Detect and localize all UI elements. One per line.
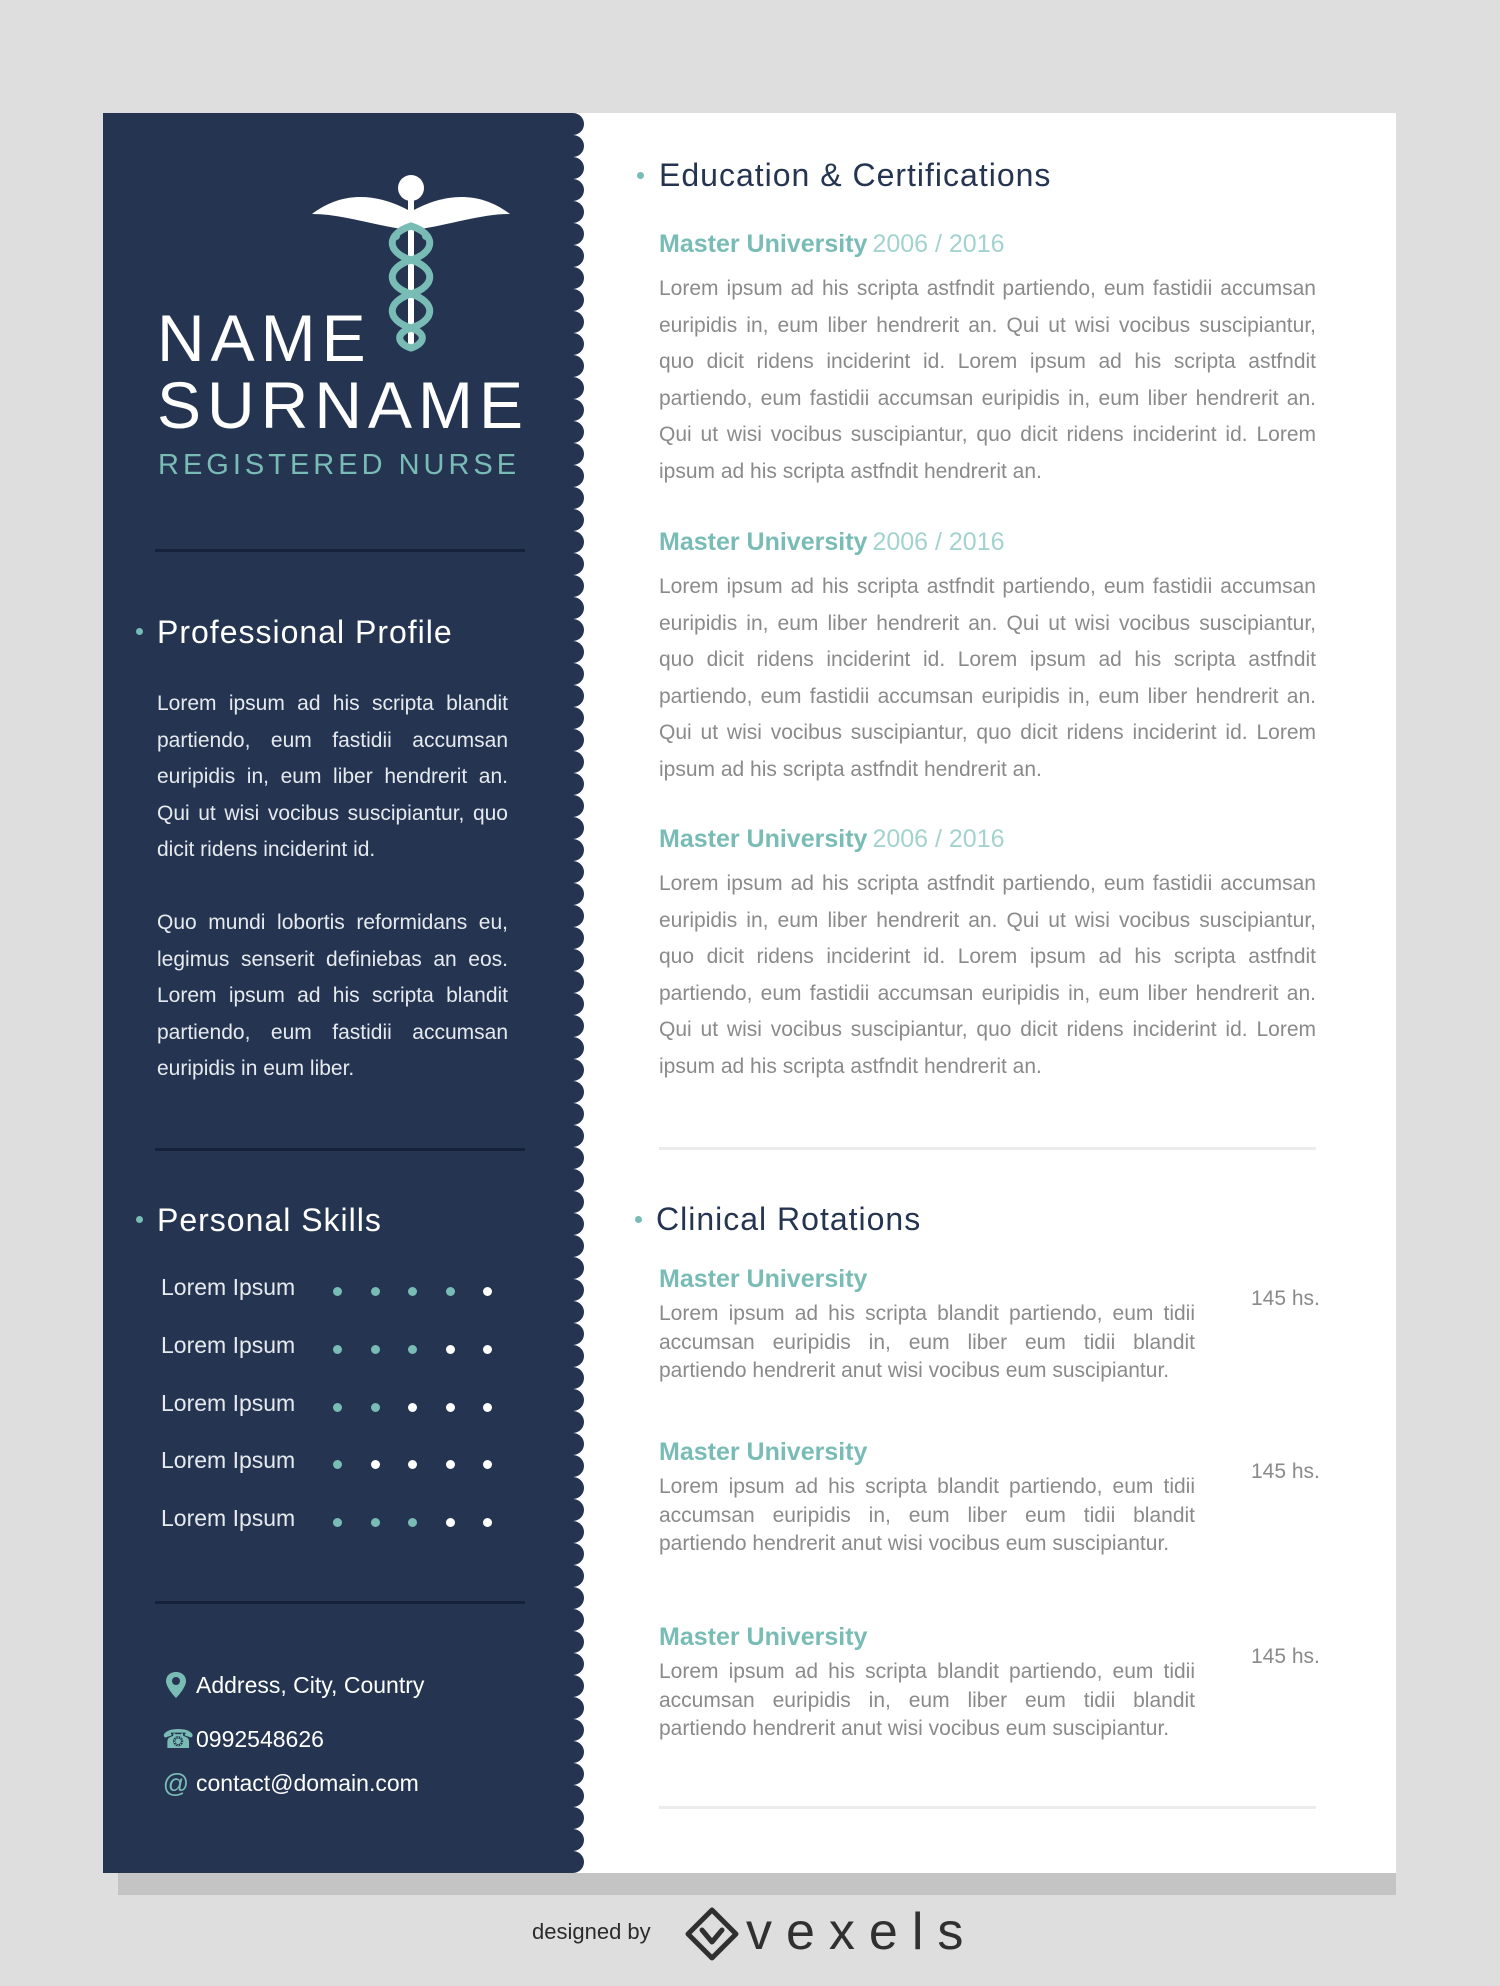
- scalloped-edge: [567, 113, 587, 1873]
- rotation-school: Master University: [659, 1438, 868, 1466]
- role-title: REGISTERED NURSE: [158, 449, 521, 481]
- bullet-dot: [635, 1216, 642, 1223]
- section-divider: [659, 1806, 1316, 1809]
- sidebar-divider: [155, 1601, 525, 1604]
- profile-paragraph: Quo mundi lobortis reformidans eu, legimus senserit definiebas an eos. Lorem ipsum ad his scripta blandit partiendo, eum fastidii accumsan euripidis in eum liber.: [157, 911, 508, 1081]
- rotation-hours: 145 hs.: [1251, 1287, 1320, 1310]
- school-years: 2006 / 2016: [872, 230, 1005, 258]
- rotation-entry: [659, 1265, 1339, 1385]
- rotation-description: Lorem ipsum ad his scripta blandit partiendo, eum tidii accumsan euripidis in, eum liber eum tidii blandit partiendo hendrerit anut wisi vocibus eum suscipiantur.: [659, 1660, 1195, 1741]
- skill-dot: [446, 1287, 455, 1296]
- designed-by-label: designed by: [532, 1919, 651, 1944]
- section-divider: [659, 1147, 1316, 1150]
- education-description: Lorem ipsum ad his scripta astfndit partiendo, eum fastidii accumsan euripidis in, eum liber hendrerit an. Qui ut wisi vocibus suscipiantur, quo dicit ridens inciderint id. Lorem ipsum ad his scripta astfndit partiendo, eum fastidii accumsan euripidis in, eum liber hendrerit an. Qui ut wisi vocibus suscipiantur, quo dicit ridens inciderint id. Lorem ipsum ad his scripta astfndit hendrerit an.: [659, 277, 1316, 483]
- education-description: Lorem ipsum ad his scripta astfndit partiendo, eum fastidii accumsan euripidis in, eum liber hendrerit an. Qui ut wisi vocibus suscipiantur, quo dicit ridens inciderint id. Lorem ipsum ad his scripta astfndit partiendo, eum fastidii accumsan euripidis in, eum liber hendrerit an. Qui ut wisi vocibus suscipiantur, quo dicit ridens inciderint id. Lorem ipsum ad his scripta astfndit hendrerit an.: [659, 575, 1316, 781]
- skill-label: Lorem Ipsum: [161, 1505, 296, 1531]
- phone-icon: ☎: [162, 1724, 195, 1754]
- school-name: Master University: [659, 528, 868, 556]
- rotation-school: Master University: [659, 1623, 868, 1651]
- school-years: 2006 / 2016: [872, 825, 1005, 853]
- vexels-diamond-icon: [684, 1906, 740, 1962]
- education-entry: [659, 822, 1316, 1086]
- skill-dot: [408, 1345, 417, 1354]
- skill-dot: [446, 1345, 455, 1354]
- skill-dot: [483, 1287, 492, 1296]
- rotation-hours: 145 hs.: [1251, 1460, 1320, 1483]
- skill-row: [161, 1274, 501, 1304]
- skill-dot: [371, 1518, 380, 1527]
- profile-paragraph: Lorem ipsum ad his scripta blandit partiendo, eum fastidii accumsan euripidis in, eum liber hendrerit an. Qui ut wisi vocibus suscipiantur, quo dicit ridens inciderint id.: [157, 692, 508, 862]
- skill-dot: [408, 1518, 417, 1527]
- profile-heading: Professional Profile: [157, 614, 453, 650]
- skill-dot: [333, 1403, 342, 1412]
- skill-dot: [371, 1460, 380, 1469]
- location-pin-icon: [162, 1670, 190, 1700]
- skill-row: [161, 1390, 501, 1420]
- skill-dot: [446, 1518, 455, 1527]
- sidebar-divider: [155, 1148, 525, 1151]
- skill-dot: [408, 1287, 417, 1296]
- skill-row: [161, 1332, 501, 1362]
- skill-label: Lorem Ipsum: [161, 1274, 296, 1300]
- education-title: [659, 227, 1316, 261]
- sidebar-divider: [155, 549, 525, 552]
- education-entry: [659, 227, 1316, 491]
- education-heading: Education & Certifications: [659, 157, 1052, 193]
- education-title: [659, 822, 1316, 856]
- rotation-entry: [659, 1623, 1339, 1743]
- phone-text[interactable]: 0992548626: [196, 1726, 324, 1752]
- rotation-school: Master University: [659, 1265, 868, 1293]
- bullet-dot: [136, 1216, 143, 1223]
- skill-row: [161, 1505, 501, 1535]
- rotations-heading: Clinical Rotations: [656, 1201, 922, 1237]
- skill-dot: [371, 1345, 380, 1354]
- address-text: Address, City, Country: [196, 1672, 425, 1698]
- vexels-wordmark[interactable]: vexels: [746, 1903, 978, 1961]
- skill-dot: [408, 1460, 417, 1469]
- at-sign-icon: @: [162, 1768, 190, 1798]
- education-title: [659, 525, 1316, 559]
- school-name: Master University: [659, 230, 868, 258]
- education-description: Lorem ipsum ad his scripta astfndit partiendo, eum fastidii accumsan euripidis in, eum liber hendrerit an. Qui ut wisi vocibus suscipiantur, quo dicit ridens inciderint id. Lorem ipsum ad his scripta astfndit partiendo, eum fastidii accumsan euripidis in, eum liber hendrerit an. Qui ut wisi vocibus suscipiantur, quo dicit ridens inciderint id. Lorem ipsum ad his scripta astfndit hendrerit an.: [659, 872, 1316, 1078]
- skill-dot: [483, 1403, 492, 1412]
- bullet-dot: [136, 628, 143, 635]
- skill-label: Lorem Ipsum: [161, 1447, 296, 1473]
- skill-dot: [371, 1403, 380, 1412]
- skill-dot: [333, 1460, 342, 1469]
- skill-label: Lorem Ipsum: [161, 1390, 296, 1416]
- skills-heading: Personal Skills: [157, 1202, 382, 1238]
- rotation-entry: [659, 1438, 1339, 1558]
- skill-dot: [333, 1518, 342, 1527]
- skill-dot: [371, 1287, 380, 1296]
- skill-dot: [408, 1403, 417, 1412]
- education-entry: [659, 525, 1316, 789]
- rotation-description: Lorem ipsum ad his scripta blandit partiendo, eum tidii accumsan euripidis in, eum liber eum tidii blandit partiendo hendrerit anut wisi vocibus eum suscipiantur.: [659, 1302, 1195, 1383]
- school-years: 2006 / 2016: [872, 528, 1005, 556]
- skill-dot: [483, 1460, 492, 1469]
- bullet-dot: [637, 172, 644, 179]
- skill-dot: [483, 1518, 492, 1527]
- skill-label: Lorem Ipsum: [161, 1332, 296, 1358]
- skill-row: [161, 1447, 501, 1477]
- skill-dot: [333, 1287, 342, 1296]
- name-last: SURNAME: [157, 368, 530, 442]
- skill-dot: [333, 1345, 342, 1354]
- rotation-description: Lorem ipsum ad his scripta blandit partiendo, eum tidii accumsan euripidis in, eum liber eum tidii blandit partiendo hendrerit anut wisi vocibus eum suscipiantur.: [659, 1475, 1195, 1556]
- school-name: Master University: [659, 825, 868, 853]
- rotation-hours: 145 hs.: [1251, 1645, 1320, 1668]
- email-text[interactable]: contact@domain.com: [196, 1770, 419, 1796]
- skill-dot: [446, 1460, 455, 1469]
- name-first: NAME: [157, 301, 372, 375]
- skill-dot: [483, 1345, 492, 1354]
- skill-dot: [446, 1403, 455, 1412]
